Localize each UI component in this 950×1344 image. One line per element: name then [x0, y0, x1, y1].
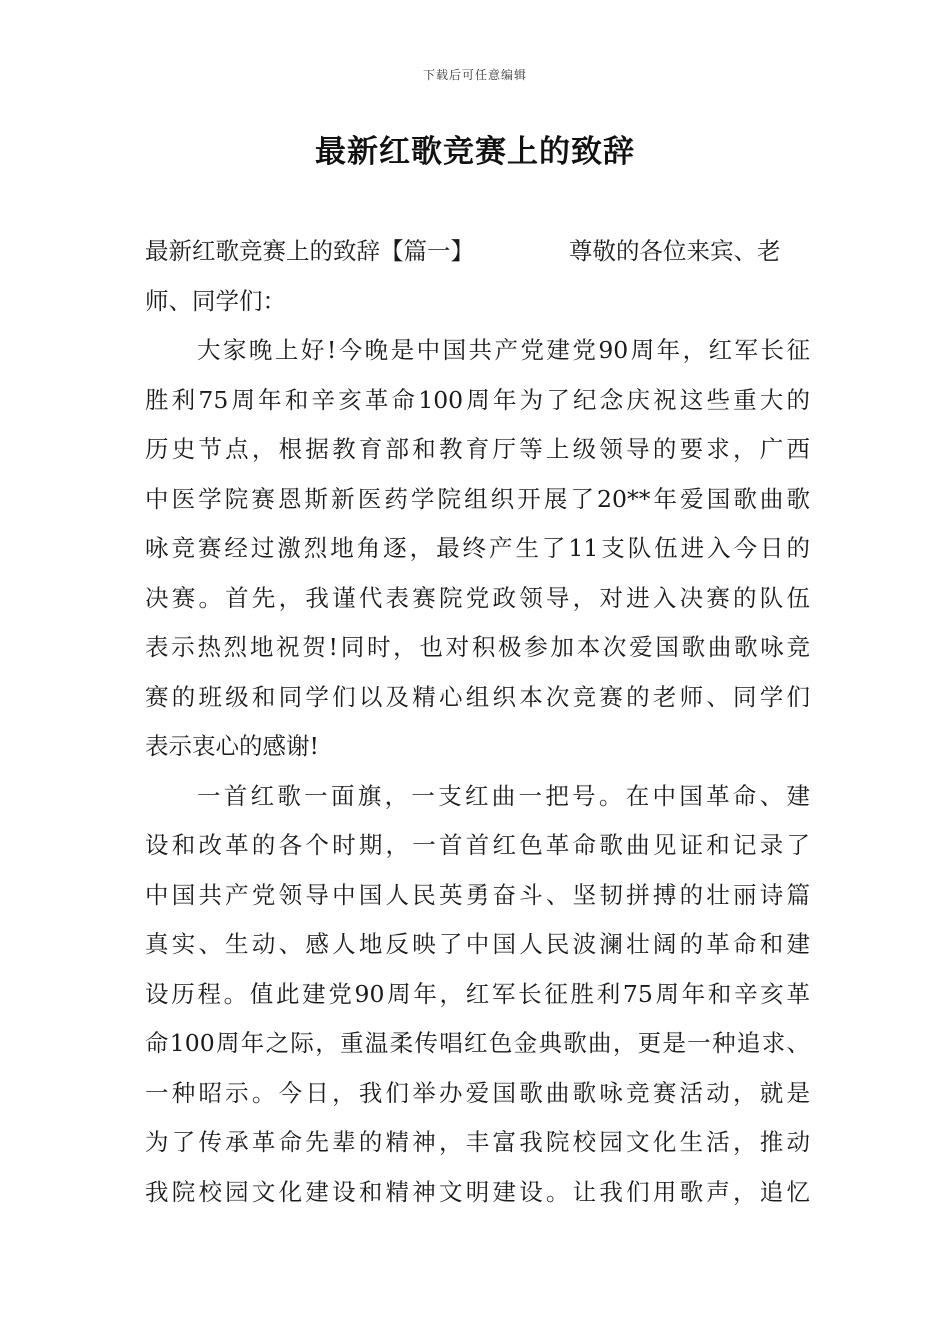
paragraph-line: 历史节点，根据教育部和教育厅等上级领导的要求，广西: [145, 435, 810, 463]
greeting-end: 师、同学们：: [145, 286, 286, 315]
paragraph-line: 表示热烈地祝贺!同时，也对积极参加本次爱国歌曲歌咏竞: [145, 633, 810, 661]
paragraph-line: 胜利75周年和辛亥革命100周年为了纪念庆祝这些重大的: [145, 385, 810, 414]
paragraph-line: 大家晚上好!今晚是中国共产党建党90周年，红军长征: [197, 336, 810, 364]
paragraph-line: 决赛。首先，我谨代表赛院党政领导，对进入决赛的队伍: [145, 583, 810, 612]
paragraph-line: 一种昭示。今日，我们举办爱国歌曲歌咏竞赛活动，就是: [145, 1078, 810, 1107]
paragraph-line: 我院校园文化建设和精神文明建设。让我们用歌声，追忆: [145, 1177, 810, 1206]
intro-line: [145, 227, 810, 277]
paragraph-line: 表示衷心的感谢!: [145, 732, 319, 760]
paragraph-line: 中医学院赛恩斯新医药学院组织开展了20**年爱国歌曲歌: [145, 484, 810, 513]
paragraph-line: 真实、生动、感人地反映了中国人民波澜壮阔的革命和建: [145, 930, 810, 958]
greeting-start: 尊敬的各位来宾、老: [569, 237, 781, 265]
paragraph-line: 设历程。值此建党90周年，红军长征胜利75周年和辛亥革: [145, 979, 810, 1008]
intro-heading: 最新红歌竞赛上的致辞【篇一】: [145, 237, 474, 265]
paragraph-line: 设和改革的各个时期，一首首红色革命歌曲见证和记录了: [145, 831, 810, 859]
paragraph-line: 一首红歌一面旗，一支红曲一把号。在中国革命、建: [197, 781, 810, 810]
header-note: 下载后可任意编辑: [422, 68, 527, 82]
document-title: 最新红歌竞赛上的致辞: [315, 134, 635, 170]
paragraph-line: 为了传承革命先辈的精神，丰富我院校园文化生活，推动: [145, 1128, 810, 1156]
document-body: [145, 227, 810, 1217]
paragraph-line: 赛的班级和同学们以及精心组织本次竞赛的老师、同学们: [145, 682, 810, 711]
paragraph-line: 中国共产党领导中国人民英勇奋斗、坚韧拼搏的壮丽诗篇: [145, 880, 810, 909]
paragraph-line: 命100周年之际，重温柔传唱红色金典歌曲，更是一种追求、: [145, 1029, 810, 1057]
paragraph-2: [145, 772, 810, 1218]
paragraph-1: [145, 326, 810, 772]
paragraph-line: 咏竞赛经过激烈地角逐，最终产生了11支队伍进入今日的: [145, 534, 810, 562]
